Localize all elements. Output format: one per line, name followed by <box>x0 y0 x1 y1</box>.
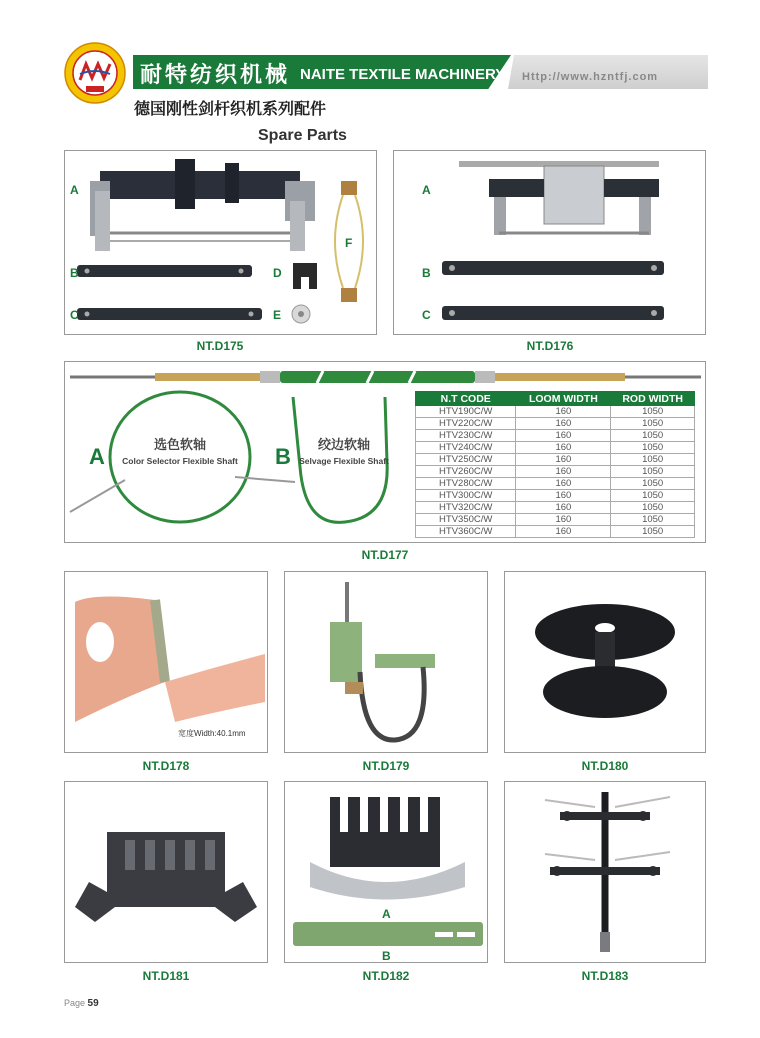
shaft-b-name-en: Selvage Flexible Shaft <box>299 456 389 466</box>
shaft-a-name-en: Color Selector Flexible Shaft <box>122 456 238 466</box>
shaft-a-label <box>115 434 245 466</box>
page-number-value: 59 <box>87 998 99 1009</box>
company-name-cn: 耐特纺织机械 <box>140 63 291 88</box>
code-nt-d182: NT.D182 <box>362 969 410 983</box>
label-b: B <box>422 266 431 280</box>
shaft-a-name-cn: 选色软轴 <box>153 438 206 453</box>
panel-nt-d180 <box>504 571 706 753</box>
table-row <box>416 418 695 430</box>
table-row <box>416 502 695 514</box>
cell-loom-width: 160 <box>516 502 611 514</box>
code-nt-d176: NT.D176 <box>526 339 574 353</box>
label-b: B <box>382 949 391 963</box>
code-nt-d183: NT.D183 <box>581 969 629 983</box>
label-a: A <box>382 907 391 921</box>
label-a: A <box>422 183 431 197</box>
part-d183-illustration <box>505 782 707 964</box>
part-d175-illustration <box>65 151 378 336</box>
page-label: Page <box>64 998 86 1008</box>
code-nt-d179: NT.D179 <box>362 759 410 773</box>
company-logo <box>64 42 126 104</box>
cell-nt-code: HTV280C/W <box>416 478 516 490</box>
panel-nt-d178 <box>64 571 268 753</box>
table-row <box>416 454 695 466</box>
table-row <box>416 478 695 490</box>
part-d182-illustration <box>285 782 489 964</box>
shaft-a-letter: A <box>89 444 105 469</box>
label-a: A <box>70 183 79 197</box>
company-name-en: NAITE TEXTILE MACHINERY <box>300 66 506 83</box>
cell-nt-code: HTV190C/W <box>416 406 516 418</box>
table-header-row <box>416 392 695 406</box>
label-e: E <box>273 308 282 322</box>
cell-nt-code: HTV300C/W <box>416 490 516 502</box>
panel-nt-d181 <box>64 781 268 963</box>
cell-nt-code: HTV230C/W <box>416 430 516 442</box>
part-d179-illustration <box>285 572 489 754</box>
cell-loom-width: 160 <box>516 478 611 490</box>
cell-rod-width: 1050 <box>611 466 695 478</box>
table-row <box>416 526 695 538</box>
cell-nt-code: HTV250C/W <box>416 454 516 466</box>
label-d: D <box>273 266 282 280</box>
cell-nt-code: HTV260C/W <box>416 466 516 478</box>
section-title: Spare Parts <box>258 127 347 144</box>
cell-rod-width: 1050 <box>611 454 695 466</box>
cell-loom-width: 160 <box>516 526 611 538</box>
table-row <box>416 490 695 502</box>
panel-nt-d179 <box>284 571 488 753</box>
cell-rod-width: 1050 <box>611 442 695 454</box>
page-number <box>64 998 99 1009</box>
header-nt-code: N.T CODE <box>416 392 516 406</box>
cell-nt-code: HTV220C/W <box>416 418 516 430</box>
header-loom-width: LOOM WIDTH <box>516 392 611 406</box>
panel-nt-d183 <box>504 781 706 963</box>
label-c: C <box>422 308 431 322</box>
table-row <box>416 514 695 526</box>
code-nt-d177: NT.D177 <box>361 548 409 562</box>
cell-rod-width: 1050 <box>611 478 695 490</box>
panel-nt-d175 <box>64 150 377 335</box>
part-d178-illustration <box>65 572 269 754</box>
part-d181-illustration <box>65 782 269 964</box>
cell-nt-code: HTV350C/W <box>416 514 516 526</box>
cell-loom-width: 160 <box>516 454 611 466</box>
shaft-b-letter: B <box>275 444 291 469</box>
cell-nt-code: HTV320C/W <box>416 502 516 514</box>
table-row <box>416 430 695 442</box>
code-nt-d178: NT.D178 <box>142 759 190 773</box>
panel-nt-d176 <box>393 150 706 335</box>
catalog-subtitle: 德国刚性剑杆织机系列配件 <box>134 99 327 118</box>
code-nt-d175: NT.D175 <box>196 339 244 353</box>
cell-rod-width: 1050 <box>611 406 695 418</box>
cell-rod-width: 1050 <box>611 526 695 538</box>
spec-table <box>415 391 695 538</box>
header-rod-width: ROD WIDTH <box>611 392 695 406</box>
cell-loom-width: 160 <box>516 430 611 442</box>
cell-rod-width: 1050 <box>611 514 695 526</box>
label-f: F <box>345 236 353 250</box>
label-b: B <box>70 266 79 280</box>
website-url[interactable]: Http://www.hzntfj.com <box>522 71 659 83</box>
cell-rod-width: 1050 <box>611 502 695 514</box>
cell-loom-width: 160 <box>516 442 611 454</box>
width-note: 宽度Width:40.1mm <box>178 729 246 738</box>
code-nt-d181: NT.D181 <box>142 969 190 983</box>
shaft-b-label <box>299 434 389 466</box>
cell-loom-width: 160 <box>516 514 611 526</box>
cell-loom-width: 160 <box>516 418 611 430</box>
part-d180-illustration <box>505 572 707 754</box>
table-row <box>416 466 695 478</box>
shaft-b-name-cn: 绞边软轴 <box>317 438 370 453</box>
cell-loom-width: 160 <box>516 466 611 478</box>
table-row <box>416 406 695 418</box>
cell-rod-width: 1050 <box>611 418 695 430</box>
cell-loom-width: 160 <box>516 490 611 502</box>
cell-loom-width: 160 <box>516 406 611 418</box>
code-nt-d180: NT.D180 <box>581 759 629 773</box>
label-c: C <box>70 308 79 322</box>
cell-nt-code: HTV360C/W <box>416 526 516 538</box>
cell-nt-code: HTV240C/W <box>416 442 516 454</box>
table-row <box>416 442 695 454</box>
part-d176-illustration <box>394 151 707 336</box>
cell-rod-width: 1050 <box>611 490 695 502</box>
cell-rod-width: 1050 <box>611 430 695 442</box>
panel-nt-d182 <box>284 781 488 963</box>
